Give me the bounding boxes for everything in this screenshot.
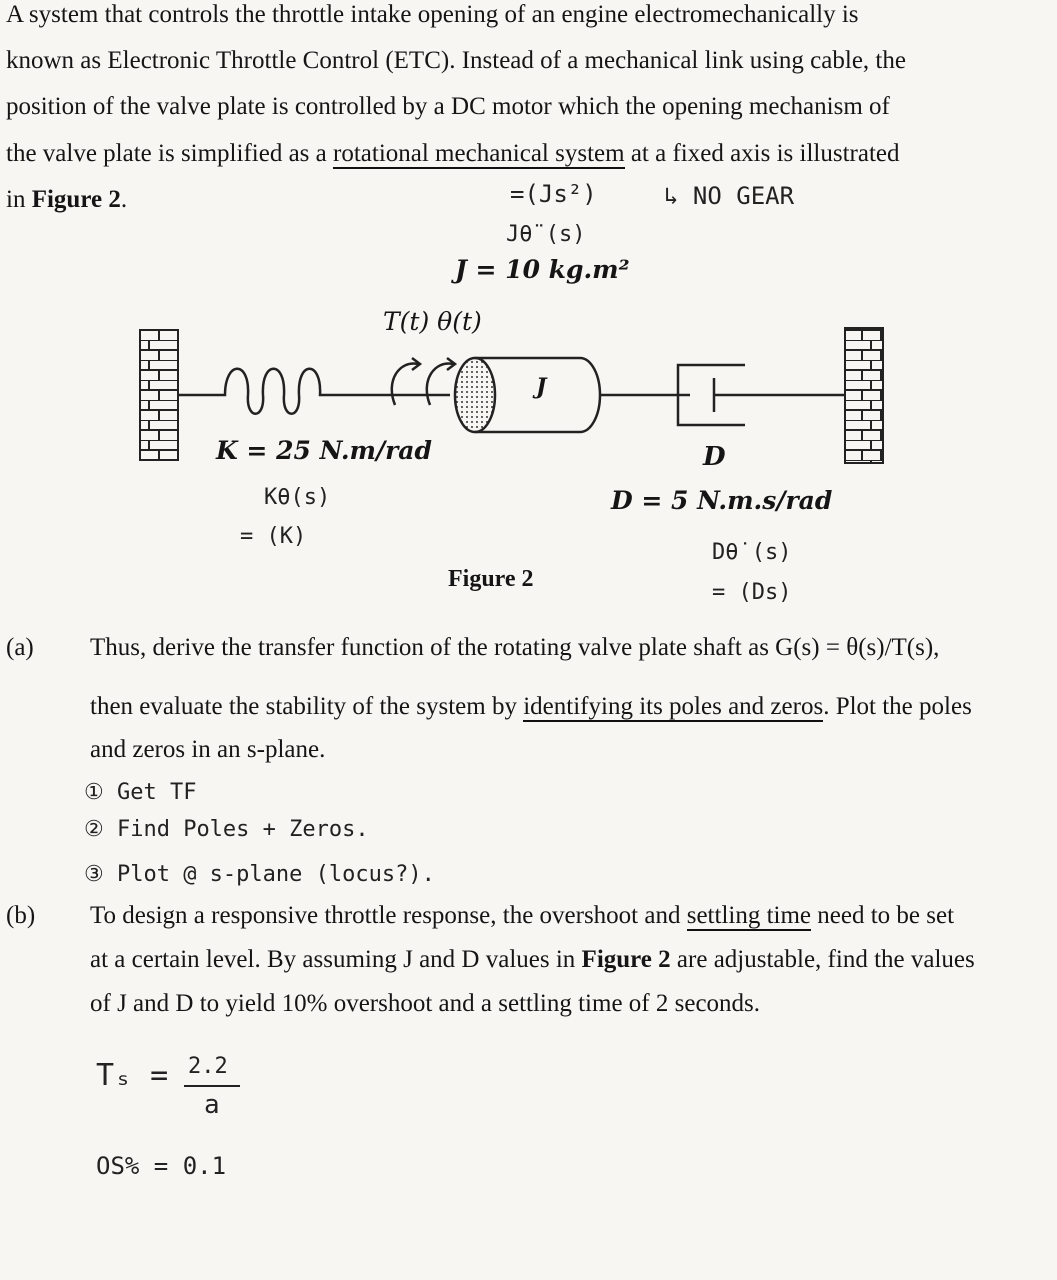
intro-underlined-phrase: rotational mechanical system: [333, 140, 625, 167]
ts-fraction-bar: [184, 1085, 240, 1087]
intro-line-3: position of the valve plate is controlled by a DC motor which the opening mechanism of: [6, 93, 890, 120]
k-eq-note: = (K): [240, 524, 307, 549]
figure-reference: Figure 2: [31, 186, 121, 213]
part-b-line-1: [90, 892, 954, 939]
intro-line-4-pre: the valve plate is simplified as a: [6, 140, 333, 167]
right-wall: [845, 328, 883, 463]
part-b-line-2-pre: at a certain level. By assuming J and D values in: [90, 946, 582, 973]
ts-denominator-note: a: [204, 1090, 220, 1120]
k-value: K = 25 N.m/rad: [216, 436, 432, 465]
no-gear-note: ↳ NO GEAR: [664, 182, 795, 210]
step-2-note: ② Find Poles + Zeros.: [84, 817, 369, 842]
ts-lhs-note: Tₛ =: [96, 1058, 169, 1093]
intro-line-4: [6, 130, 900, 177]
part-b-figure-reference: Figure 2: [581, 946, 671, 973]
part-b-line-1-post: need to be set: [811, 902, 955, 929]
damper-label: D: [703, 442, 726, 472]
part-a-line-2-post: . Plot the poles: [823, 693, 972, 720]
part-a-line-2: [90, 683, 972, 730]
inertia-cylinder-face: [455, 358, 495, 432]
step-3-note: ③ Plot @ s-plane (locus?).: [84, 862, 435, 887]
left-wall: [140, 330, 178, 460]
part-a-line-1: Thus, derive the transfer function of the rotating valve plate shaft as G(s) = θ(s)/T(s),: [90, 634, 940, 661]
part-a-label: (a): [6, 634, 34, 661]
intro-line-5-pre: in: [6, 186, 32, 213]
part-a-line-3: and zeros in an s-plane.: [90, 736, 326, 763]
inertia-note: =(Js²): [510, 180, 597, 208]
part-a-line-2-pre: then evaluate the stability of the system by: [90, 693, 524, 720]
figure-caption: Figure 2: [448, 566, 534, 592]
part-a-underlined-phrase: identifying its poles and zeros: [523, 693, 824, 720]
part-b-line-2: [90, 936, 975, 983]
part-b-label: (b): [6, 902, 36, 929]
part-b-underlined-phrase: settling time: [686, 902, 812, 929]
step-1-note: ① Get TF: [84, 780, 197, 805]
spring: [178, 369, 340, 414]
intro-line-1: A system that controls the throttle intake opening of an engine electromechanically is: [6, 1, 859, 28]
j-theta-note: Jθ̈ (s): [506, 222, 586, 247]
d-value: D = 5 N.m.s/rad: [611, 486, 833, 515]
part-b-line-1-pre: To design a responsive throttle response, the overshoot and: [90, 902, 687, 929]
mass-label: J: [536, 374, 547, 400]
intro-line-4-post: at a fixed axis is illustrated: [624, 140, 900, 167]
intro-line-5: [6, 176, 127, 223]
k-theta-note: Kθ(s): [264, 485, 331, 510]
intro-line-5-post: .: [120, 186, 128, 213]
overshoot-note: OS% = 0.1: [96, 1152, 227, 1180]
ts-numerator-note: 2.2: [188, 1054, 228, 1079]
part-b-line-2-post: are adjustable, find the values: [670, 946, 975, 973]
part-b-line-3: of J and D to yield 10% overshoot and a settling time of 2 seconds.: [90, 990, 761, 1017]
d-eq-note: = (Ds): [712, 580, 792, 605]
intro-line-2: known as Electronic Throttle Control (ETC). Instead of a mechanical link using cable, the: [6, 47, 906, 74]
d-theta-note: Dθ̇ (s): [712, 540, 792, 565]
j-value: J = 10 kg.m²: [455, 255, 630, 284]
torque-theta-label: T(t) θ(t): [383, 307, 482, 336]
